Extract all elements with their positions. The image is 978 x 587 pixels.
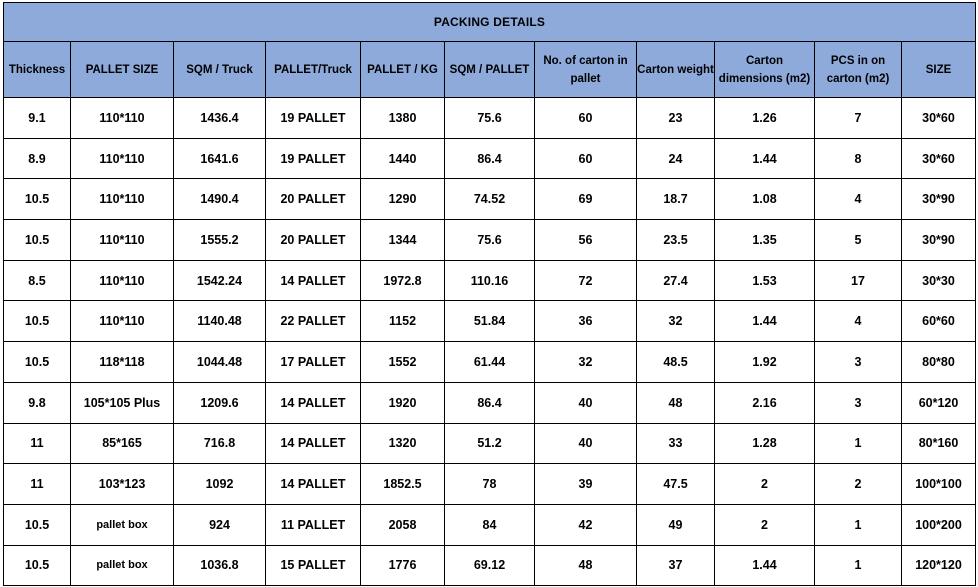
table-row (4, 98, 976, 139)
cell-pallet-size: 110*110 (71, 98, 174, 139)
cell-sqm-per-truck: 716.8 (174, 423, 266, 464)
cell-pallet-kg: 1152 (361, 301, 445, 342)
cell-thickness: 11 (4, 423, 71, 464)
cell-pallet-kg: 1344 (361, 220, 445, 261)
cell-pallet-per-truck: 17 PALLET (266, 342, 361, 383)
cell-carton-weight: 37 (637, 545, 715, 586)
cell-pcs-per-carton: 3 (815, 342, 902, 383)
cell-sqm-per-truck: 1044.48 (174, 342, 266, 383)
column-header-carton-weight: Carton weight (637, 42, 715, 98)
cell-cartons-per-pallet: 40 (535, 423, 637, 464)
cell-sqm-per-truck: 1209.6 (174, 382, 266, 423)
column-header-pallet-size: PALLET SIZE (71, 42, 174, 98)
cell-pcs-per-carton: 1 (815, 504, 902, 545)
cell-pcs-per-carton: 5 (815, 220, 902, 261)
cell-pallet-kg: 1920 (361, 382, 445, 423)
cell-sqm-per-pallet: 51.84 (445, 301, 535, 342)
cell-carton-dimensions: 2.16 (715, 382, 815, 423)
cell-sqm-per-truck: 1490.4 (174, 179, 266, 220)
cell-carton-dimensions: 2 (715, 464, 815, 505)
cell-cartons-per-pallet: 40 (535, 382, 637, 423)
cell-size: 100*200 (902, 504, 976, 545)
cell-thickness: 9.1 (4, 98, 71, 139)
cell-cartons-per-pallet: 72 (535, 260, 637, 301)
cell-thickness: 10.5 (4, 301, 71, 342)
cell-pallet-per-truck: 20 PALLET (266, 179, 361, 220)
cell-sqm-per-truck: 1542.24 (174, 260, 266, 301)
table-row (4, 301, 976, 342)
column-header-pallet-per-truck: PALLET/Truck (266, 42, 361, 98)
cell-pallet-per-truck: 19 PALLET (266, 138, 361, 179)
table-row (4, 260, 976, 301)
table-row (4, 179, 976, 220)
cell-carton-weight: 27.4 (637, 260, 715, 301)
column-header-size: SIZE (902, 42, 976, 98)
cell-size: 60*120 (902, 382, 976, 423)
table-row (4, 504, 976, 545)
cell-pallet-size: 85*165 (71, 423, 174, 464)
cell-sqm-per-pallet: 74.52 (445, 179, 535, 220)
column-header-pcs-per-carton: PCS in on carton (m2) (815, 42, 902, 98)
cell-pallet-per-truck: 22 PALLET (266, 301, 361, 342)
cell-size: 30*60 (902, 138, 976, 179)
cell-carton-weight: 23 (637, 98, 715, 139)
cell-pallet-size: 110*110 (71, 260, 174, 301)
table-row (4, 220, 976, 261)
cell-sqm-per-truck: 1036.8 (174, 545, 266, 586)
cell-sqm-per-pallet: 78 (445, 464, 535, 505)
cell-pallet-size: 103*123 (71, 464, 174, 505)
column-header-cartons-per-pallet: No. of carton in pallet (535, 42, 637, 98)
cell-pallet-size: 110*110 (71, 138, 174, 179)
cell-sqm-per-pallet: 61.44 (445, 342, 535, 383)
cell-pallet-size: 110*110 (71, 220, 174, 261)
cell-carton-dimensions: 1.44 (715, 138, 815, 179)
table-row (4, 382, 976, 423)
cell-cartons-per-pallet: 60 (535, 98, 637, 139)
table-row (4, 545, 976, 586)
cell-sqm-per-pallet: 86.4 (445, 138, 535, 179)
packing-details-sheet (3, 2, 975, 586)
cell-pallet-size: pallet box (71, 504, 174, 545)
cell-pcs-per-carton: 3 (815, 382, 902, 423)
cell-thickness: 10.5 (4, 179, 71, 220)
cell-pallet-kg: 2058 (361, 504, 445, 545)
cell-pallet-kg: 1320 (361, 423, 445, 464)
cell-sqm-per-pallet: 75.6 (445, 98, 535, 139)
cell-cartons-per-pallet: 56 (535, 220, 637, 261)
column-header-sqm-per-pallet: SQM / PALLET (445, 42, 535, 98)
cell-sqm-per-pallet: 84 (445, 504, 535, 545)
cell-carton-weight: 23.5 (637, 220, 715, 261)
cell-pallet-kg: 1380 (361, 98, 445, 139)
cell-size: 120*120 (902, 545, 976, 586)
header-row (4, 42, 976, 98)
cell-sqm-per-pallet: 86.4 (445, 382, 535, 423)
cell-pcs-per-carton: 2 (815, 464, 902, 505)
cell-carton-weight: 49 (637, 504, 715, 545)
cell-thickness: 8.9 (4, 138, 71, 179)
cell-pallet-per-truck: 14 PALLET (266, 260, 361, 301)
cell-size: 30*60 (902, 98, 976, 139)
cell-pcs-per-carton: 7 (815, 98, 902, 139)
cell-pallet-kg: 1552 (361, 342, 445, 383)
cell-pcs-per-carton: 1 (815, 423, 902, 464)
packing-details-table (3, 2, 976, 586)
cell-pallet-size: 105*105 Plus (71, 382, 174, 423)
cell-pcs-per-carton: 4 (815, 301, 902, 342)
cell-pallet-kg: 1440 (361, 138, 445, 179)
cell-carton-weight: 33 (637, 423, 715, 464)
cell-pallet-per-truck: 20 PALLET (266, 220, 361, 261)
table-row (4, 138, 976, 179)
cell-cartons-per-pallet: 60 (535, 138, 637, 179)
cell-cartons-per-pallet: 48 (535, 545, 637, 586)
cell-size: 30*90 (902, 220, 976, 261)
cell-sqm-per-pallet: 69.12 (445, 545, 535, 586)
cell-pallet-per-truck: 14 PALLET (266, 423, 361, 464)
cell-carton-weight: 24 (637, 138, 715, 179)
cell-pcs-per-carton: 8 (815, 138, 902, 179)
cell-size: 80*160 (902, 423, 976, 464)
cell-carton-dimensions: 1.53 (715, 260, 815, 301)
cell-sqm-per-truck: 924 (174, 504, 266, 545)
column-header-thickness: Thickness (4, 42, 71, 98)
cell-sqm-per-truck: 1641.6 (174, 138, 266, 179)
cell-pallet-kg: 1972.8 (361, 260, 445, 301)
cell-carton-dimensions: 1.44 (715, 545, 815, 586)
cell-pallet-size: pallet box (71, 545, 174, 586)
cell-pallet-per-truck: 11 PALLET (266, 504, 361, 545)
cell-size: 30*30 (902, 260, 976, 301)
table-row (4, 423, 976, 464)
cell-thickness: 10.5 (4, 545, 71, 586)
cell-pallet-kg: 1852.5 (361, 464, 445, 505)
cell-pallet-per-truck: 15 PALLET (266, 545, 361, 586)
cell-size: 100*100 (902, 464, 976, 505)
table-body (4, 98, 976, 586)
cell-carton-dimensions: 1.28 (715, 423, 815, 464)
cell-pallet-size: 118*118 (71, 342, 174, 383)
cell-carton-dimensions: 1.92 (715, 342, 815, 383)
cell-sqm-per-pallet: 51.2 (445, 423, 535, 464)
cell-cartons-per-pallet: 69 (535, 179, 637, 220)
cell-thickness: 10.5 (4, 504, 71, 545)
cell-cartons-per-pallet: 39 (535, 464, 637, 505)
cell-carton-dimensions: 1.08 (715, 179, 815, 220)
cell-thickness: 11 (4, 464, 71, 505)
cell-carton-weight: 48.5 (637, 342, 715, 383)
cell-sqm-per-truck: 1140.48 (174, 301, 266, 342)
cell-sqm-per-truck: 1555.2 (174, 220, 266, 261)
cell-size: 60*60 (902, 301, 976, 342)
cell-thickness: 10.5 (4, 220, 71, 261)
cell-carton-weight: 47.5 (637, 464, 715, 505)
cell-carton-weight: 32 (637, 301, 715, 342)
cell-size: 30*90 (902, 179, 976, 220)
cell-carton-dimensions: 2 (715, 504, 815, 545)
cell-thickness: 8.5 (4, 260, 71, 301)
cell-cartons-per-pallet: 32 (535, 342, 637, 383)
cell-pallet-kg: 1290 (361, 179, 445, 220)
cell-sqm-per-truck: 1436.4 (174, 98, 266, 139)
cell-pcs-per-carton: 4 (815, 179, 902, 220)
cell-size: 80*80 (902, 342, 976, 383)
cell-thickness: 9.8 (4, 382, 71, 423)
cell-carton-dimensions: 1.35 (715, 220, 815, 261)
table-row (4, 464, 976, 505)
cell-pallet-per-truck: 14 PALLET (266, 382, 361, 423)
cell-carton-dimensions: 1.26 (715, 98, 815, 139)
table-row (4, 342, 976, 383)
column-header-pallet-kg: PALLET / KG (361, 42, 445, 98)
table-title: PACKING DETAILS (4, 3, 976, 42)
cell-carton-weight: 48 (637, 382, 715, 423)
cell-thickness: 10.5 (4, 342, 71, 383)
cell-pallet-per-truck: 14 PALLET (266, 464, 361, 505)
cell-pcs-per-carton: 17 (815, 260, 902, 301)
cell-carton-weight: 18.7 (637, 179, 715, 220)
cell-pallet-kg: 1776 (361, 545, 445, 586)
cell-pcs-per-carton: 1 (815, 545, 902, 586)
cell-sqm-per-truck: 1092 (174, 464, 266, 505)
cell-pallet-size: 110*110 (71, 179, 174, 220)
cell-sqm-per-pallet: 75.6 (445, 220, 535, 261)
cell-cartons-per-pallet: 42 (535, 504, 637, 545)
column-header-carton-dimensions: Carton dimensions (m2) (715, 42, 815, 98)
cell-cartons-per-pallet: 36 (535, 301, 637, 342)
column-header-sqm-per-truck: SQM / Truck (174, 42, 266, 98)
cell-carton-dimensions: 1.44 (715, 301, 815, 342)
cell-sqm-per-pallet: 110.16 (445, 260, 535, 301)
cell-pallet-per-truck: 19 PALLET (266, 98, 361, 139)
cell-pallet-size: 110*110 (71, 301, 174, 342)
